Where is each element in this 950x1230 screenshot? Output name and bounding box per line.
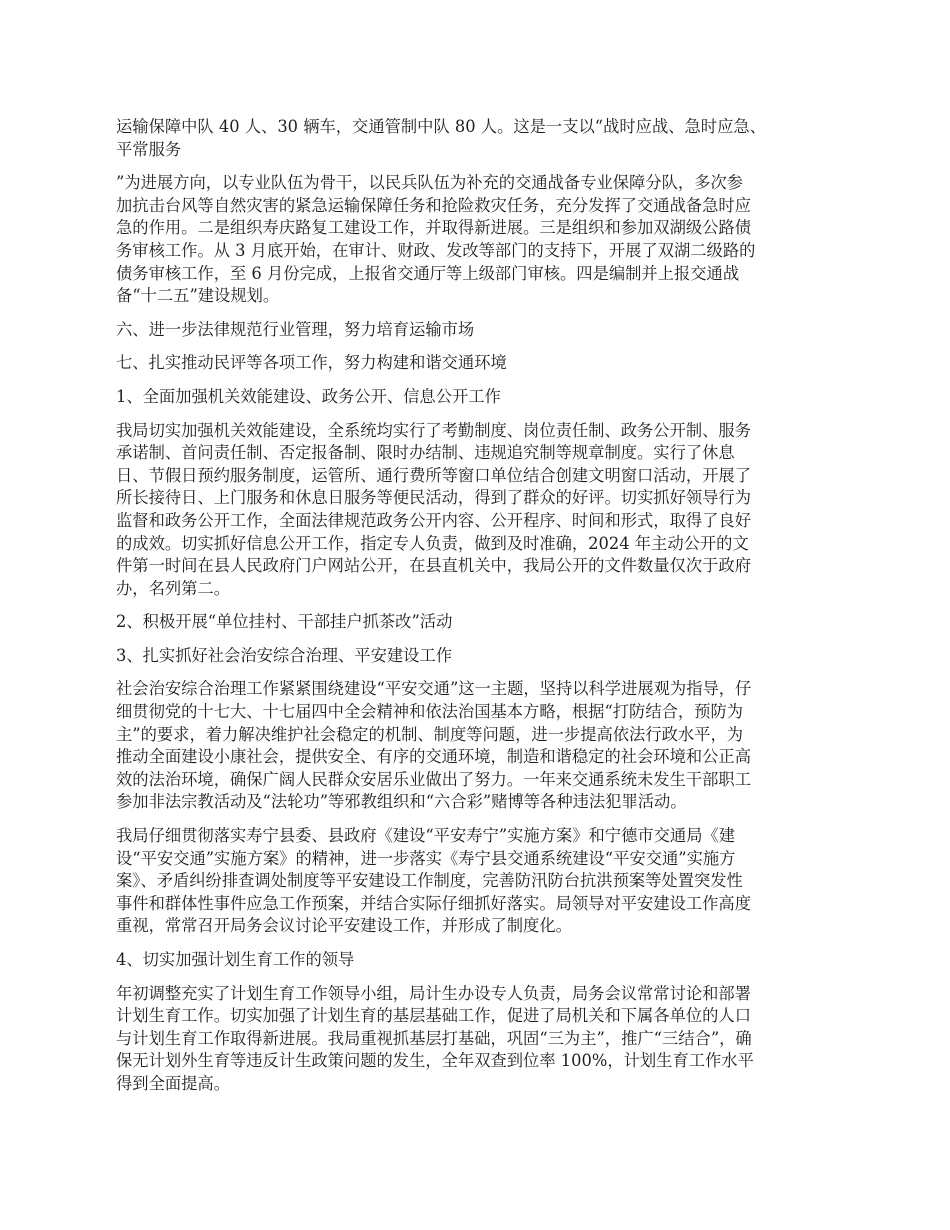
subheading-4: 4、切实加强计划生育工作的领导 <box>116 950 355 969</box>
document-body <box>116 116 840 1107</box>
heading-section-6: 六、进一步法律规范行业管理，努力培育运输市场 <box>116 319 475 339</box>
paragraph-public-security: 社会治安综合治理工作紧紧围绕建设“平安交通”这一主题，坚持以科学进展观为指导，仔 细贯彻党的十七大、十七届四中全会精神和依法治国基本方略，根据“打防结合，预防为 主”的要求，着力解决维护社会稳定的机制、制度等问题，进一步提高依法行政水平，为 推动全面建设小康社会，提供安全、有序的交通环境，制造和谐稳定的社会环境和公正高 效的法治环境，确保广阔人民群众安居乐业做出了努力。一年来交通系统未发生干部职工 参加非法宗教活动及“法轮功”等邪教组织和“六合彩”赌博等各种违法犯罪活动。 <box>116 679 752 812</box>
subheading-3: 3、扎实抓好社会治安综合治理、平安建设工作 <box>116 645 452 665</box>
subheading-1: 1、全面加强机关效能建设、政务公开、信息公开工作 <box>116 386 501 406</box>
paragraph-family-planning: 年初调整充实了计划生育工作领导小组，局计生办设专人负责，局务会议常常讨论和部署 计划生育工作。切实加强了计划生育的基层基础工作，促进了局机关和下属各单位的人口 与计划生育工作取得新进展。我局重视抓基层打基础，巩固“三为主”，推广“三结合”，确 保无计划外生育等违反计生政策问题的发生，全年双查到位率 100%，计划生育工作水平 得到全面提高。 <box>116 983 754 1093</box>
paragraph-safe-construction: 我局仔细贯彻落实寿宁县委、县政府《建设“平安寿宁”实施方案》和宁德市交通局《建 设“平安交通”实施方案》的精神，进一步落实《寿宁县交通系统建设“平安交通”实施方 案》、矛盾纠纷排查调处制度等平安建设工作制度，完善防汛防台抗洪预案等处置突发性 事件和群体性事件应急工作预案，并结合实际仔细抓好落实。局领导对平安建设工作高度 重视，常常召开局务会议讨论平安建设工作，并形成了制度化。 <box>116 826 751 936</box>
paragraph-continuation-2: ”为进展方向，以专业队伍为骨干，以民兵队伍为补充的交通战备专业保障分队，多次参 加抗击台风等自然灾害的紧急运输保障任务和抢险救灾任务，充分发挥了交通战备急时应 急的作用。二是组织寿庆路复工建设工作，并取得新进展。三是组织和参加双湖级公路债 务审核工作。从 3 月底开始，在审计、财政、发改等部门的支持下，开展了双湖二级路的 债务审核工作，至 6 月份完成，上报省交通厅等上级部门审核。四是编制并上报交通战 备“十二五”建设规划。 <box>116 173 756 306</box>
subheading-2: 2、积极开展“单位挂村、干部挂户抓茶改”活动 <box>116 612 453 632</box>
heading-section-7: 七、扎实推动民评等各项工作，努力构建和谐交通环境 <box>116 353 507 373</box>
paragraph-continuation-1: 运输保障中队 40 人、30 辆车，交通管制中队 80 人。这是一支以“战时应战、急时应急、 平常服务 <box>116 117 766 159</box>
paragraph-efficiency: 我局切实加强机关效能建设，全系统均实行了考勤制度、岗位责任制、政务公开制、服务 承诺制、首问责任制、否定报备制、限时办结制、违规追究制等规章制度。实行了休息 日、节假日预约服务制度，运管所、通行费所等窗口单位结合创建文明窗口活动，开展了 所长接待日、上门服务和休息日服务等便民活动，得到了群众的好评。切实抓好领导行为 监督和政务公开工作，全面法律规范政务公开内容、公开程序、时间和形式，取得了良好 的成效。切实抓好信息公开工作，指定专人负责，做到及时准确，2024 年主动公开的文 件第一时间在县人民政府门户网站公开，在县直机关中，我局公开的文件数量仅次于政府 办，名列第二。 <box>116 420 751 598</box>
